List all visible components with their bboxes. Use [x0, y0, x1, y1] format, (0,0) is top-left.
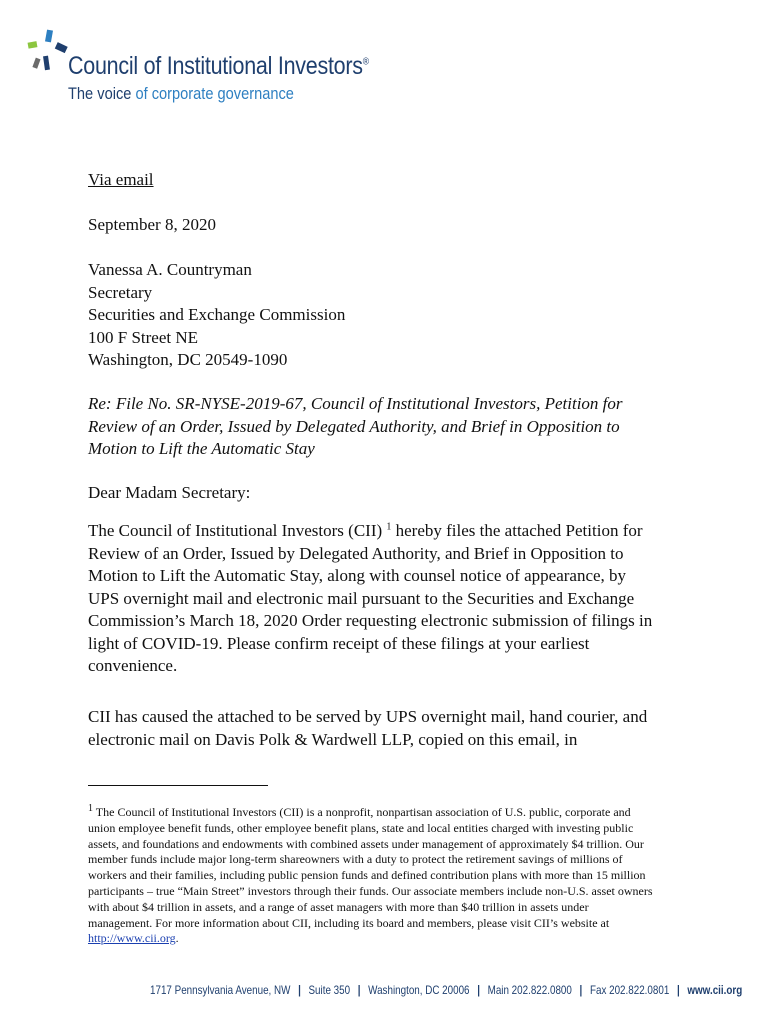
footnote: [88, 805, 653, 947]
salutation: Dear Madam Secretary:: [88, 483, 251, 502]
paragraph-line: convenience.: [88, 656, 178, 675]
footnote-line: management. For more information about CII, including its board and members, please visit CII’s website at: [88, 915, 610, 930]
footer-separator: |: [476, 983, 480, 997]
paragraph-1: [88, 520, 652, 678]
paragraph-line: light of COVID-19. Please confirm receipt of these filings at your earliest: [88, 633, 590, 653]
registered-mark: ®: [362, 56, 369, 68]
re-line-text: Motion to Lift the Automatic Stay: [88, 439, 315, 458]
footer-separator: |: [297, 983, 301, 997]
re-line-text: Re: File No. SR-NYSE-2019-67, Council of Institutional Investors, Petition for: [88, 394, 623, 413]
address-line: Washington, DC 20549-1090: [88, 350, 288, 369]
paragraph-line: The Council of Institutional Investors (CII) $^1$ hereby files the attached Petition for: [88, 521, 643, 540]
address-line: Securities and Exchange Commission: [88, 305, 346, 324]
footer-separator: |: [579, 983, 583, 997]
footnote-ref[interactable]: 1: [386, 521, 392, 533]
footer-website-link[interactable]: www.cii.org: [687, 983, 742, 997]
paragraph-line: electronic mail on Davis Polk & Wardwell LLP, copied on this email, in: [88, 729, 578, 749]
re-line: [88, 393, 623, 461]
paragraph-line: Motion to Lift the Automatic Stay, along with counsel notice of appearance, by: [88, 566, 627, 585]
footnote-line: with about $4 trillion in assets, and a range of asset managers with more than $40 trillion in assets under: [88, 899, 589, 914]
address-line: Vanessa A. Countryman: [88, 260, 252, 279]
footer-suite: Suite 350: [308, 983, 350, 997]
address-line: Secretary: [88, 282, 153, 302]
paragraph-line: CII has caused the attached to be served by UPS overnight mail, hand courier, and: [88, 707, 648, 726]
re-line-text: Review of an Order, Issued by Delegated Authority, and Brief in Opposition to: [88, 416, 620, 436]
footer-separator: |: [357, 983, 361, 997]
cii-logo-icon: [22, 26, 72, 72]
footer-address: 1717 Pennsylvania Avenue, NW: [149, 983, 291, 997]
via-email: Via email: [88, 170, 154, 189]
footer-separator: |: [676, 983, 680, 997]
footnote-line: assets, and foundations and endowments with combined assets under management of approximately $4 trillion. Our: [88, 836, 644, 851]
address-line: 100 F Street NE: [88, 327, 199, 347]
website-link[interactable]: http://www.cii.org: [88, 931, 176, 946]
footnote-line: member funds include major long-term shareowners with a duty to protect the retirement savings of millions of: [88, 852, 623, 867]
paragraph-line: Review of an Order, Issued by Delegated Authority, and Brief in Opposition to: [88, 543, 624, 563]
recipient-address: [88, 259, 345, 372]
footer-city: Washington, DC 20006: [367, 983, 470, 997]
footer-fax: Fax 202.822.0801: [589, 983, 670, 997]
org-name: Council of Institutional Investors®: [68, 52, 369, 80]
footnote-line: union employee benefit funds, other employee benefit plans, state and local entities charged with investing public: [88, 820, 634, 835]
tagline: The voice of corporate governance: [68, 84, 294, 103]
footnote-line: $^1$ The Council of Institutional Investors (CII) is a nonprofit, nonpartisan association of U.S. public, corporate and: [88, 803, 631, 819]
page-footer: [150, 983, 742, 997]
footnote-line: workers and their families, including public pension funds and defined contribution plans with more than 15 million: [88, 868, 646, 883]
footer-main-phone: Main 202.822.0800: [487, 983, 572, 997]
letter-date: September 8, 2020: [88, 215, 216, 234]
paragraph-2: [88, 706, 647, 751]
paragraph-line: UPS overnight mail and electronic mail pursuant to the Securities and Exchange: [88, 588, 635, 608]
footnote-line: http://www.cii.org.: [88, 931, 179, 946]
footnote-divider: [88, 785, 268, 786]
paragraph-line: Commission’s March 18, 2020 Order requesting electronic submission of filings in: [88, 611, 653, 630]
footnote-number: 1: [88, 803, 93, 814]
footnote-line: participants – true “Main Street” investors through their funds. Our associate members include non-U.S. asset owners: [88, 883, 653, 898]
